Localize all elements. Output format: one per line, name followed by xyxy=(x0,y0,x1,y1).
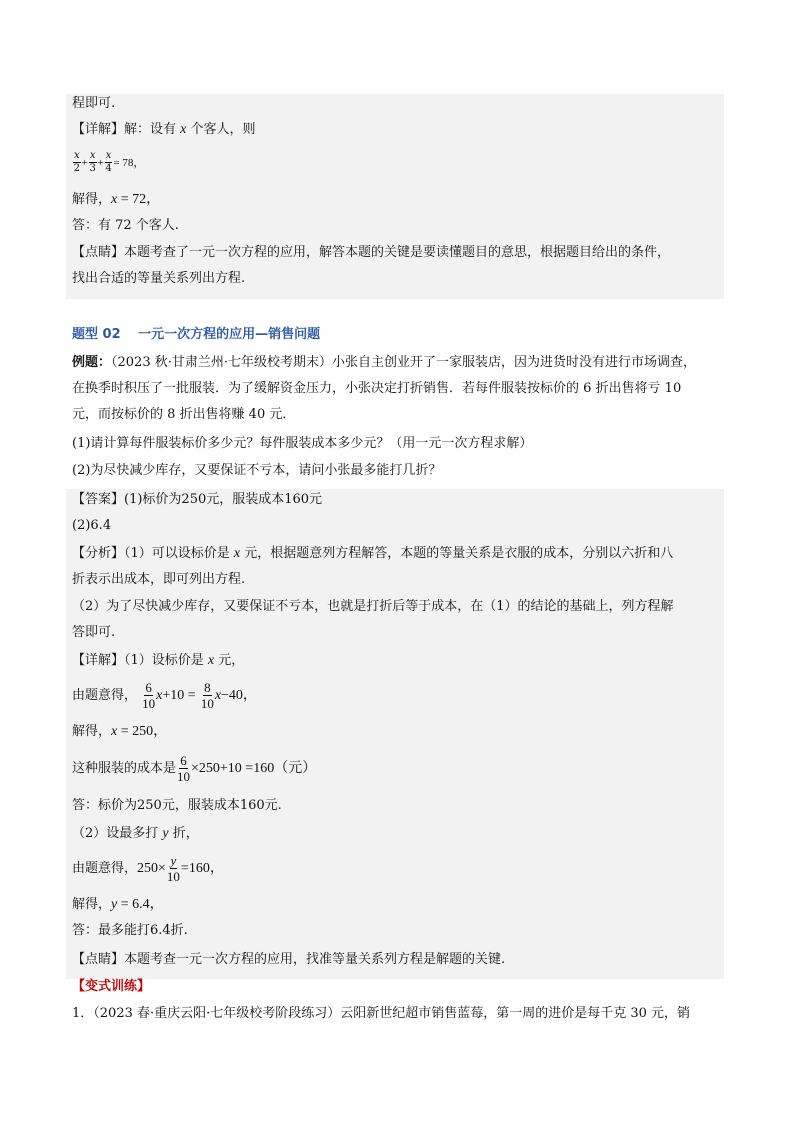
text-line: 答：标价为250元，服装成本160元. xyxy=(72,798,282,813)
analysis-line: （2）为了尽快减少库存，又要保证不亏本，也就是打折后等于成本，在（1）的结论的基础上，列方程解 xyxy=(72,599,674,614)
text-line: （2）设最多打 y 折， xyxy=(72,826,199,841)
question-1: (1)请计算每件服装标价多少元？每件服装成本多少元？（用一元一次方程求解） xyxy=(72,436,533,451)
equation: $\frac{x}{2}$ + $\frac{x}{3}$ + $\frac{x}{4}$ = 78， xyxy=(73,150,145,174)
analysis-tag: 【分析】 xyxy=(72,546,125,561)
answer-line: 【答案】(1)标价为250元，服装成本160元 xyxy=(72,492,323,507)
answer-line: (2)6.4 xyxy=(72,518,112,533)
detail-line: 【详解】（1）设标价是 x 元， xyxy=(72,653,245,668)
answer-tag: 【答案】 xyxy=(72,492,125,507)
text-line: 答：有 72 个客人. xyxy=(72,218,179,233)
text-line: 解得，y = 6.4， xyxy=(72,897,164,912)
remark-tag: 【点睛】 xyxy=(72,952,125,967)
example-tag: 例题： xyxy=(72,355,112,370)
detail-tag: 【详解】 xyxy=(72,122,125,137)
text-line: 找出合适的等量关系列出方程. xyxy=(72,271,246,286)
detail-line: 【详解】解：设有 x 个客人，则 xyxy=(72,122,256,137)
analysis-line: 【分析】（1）可以设标价是 x 元，根据题意列方程解答，本题的等量关系是衣服的成本，分别以六折和八 xyxy=(72,546,674,561)
example-line: 元，而按标价的 8 折出售将赚 40 元． xyxy=(72,407,296,422)
variation-title: 【变式训练】 xyxy=(72,979,151,994)
analysis-line: 答即可. xyxy=(72,625,116,640)
detail-tag: 【详解】 xyxy=(72,653,125,668)
equation: 这种服装的成本是 $\frac{6}{10}$ ×250+10 =160（元） xyxy=(72,753,317,784)
text-line: 解得，x = 72， xyxy=(72,192,161,207)
remark-line: 【点睛】本题考查了一元一次方程的应用，解答本题的关键是要读懂题目的意思，根据题目给出的条件， xyxy=(72,245,671,260)
equation: 由题意得， $\frac{6}{10}$ x+10 = $\frac{8}{10}$ x−40， xyxy=(72,680,257,711)
remark-line: 【点睛】本题考查一元一次方程的应用，找准等量关系列方程是解题的关键. xyxy=(72,952,506,967)
variation-question-1: 1．（2023 春·重庆云阳·七年级校考阶段练习）云阳新世纪超市销售蓝莓，第一周的进价是每千克 30 元，销 xyxy=(72,1006,691,1021)
analysis-line: 折表示出成本，即可列出方程. xyxy=(72,572,246,587)
equation: 由题意得，250× $\frac{y}{10}$ =160， xyxy=(72,853,224,884)
example-line: 例题：（2023 秋·甘肃兰州·七年级校考期末）小张自主创业开了一家服装店，因为进货时没有进行市场调查， xyxy=(72,355,696,370)
text-line: 答：最多能打6.4折. xyxy=(72,923,188,938)
remark-tag: 【点睛】 xyxy=(72,245,125,260)
question-2: (2)为尽快减少库存，又要保证不亏本，请问小张最多能打几折？ xyxy=(72,463,442,478)
section-title: 题型 02 一元一次方程的应用—销售问题 xyxy=(72,327,321,342)
text-line: 解得，x = 250， xyxy=(72,724,168,739)
text-line: 程即可. xyxy=(72,96,116,111)
example-line: 在换季时积压了一批服装．为了缓解资金压力，小张决定打折销售．若每件服装按标价的 6 折出售将亏 10 xyxy=(72,381,682,396)
